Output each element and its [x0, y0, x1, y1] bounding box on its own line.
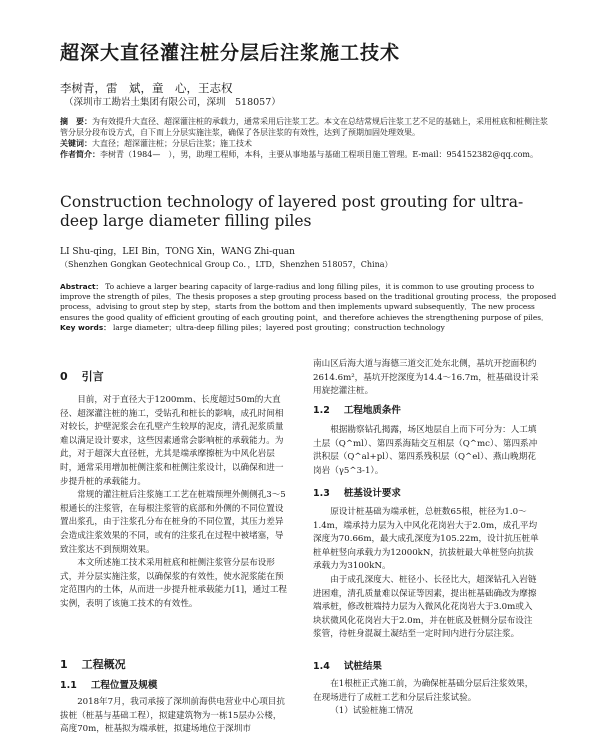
- keywords-cn: [60, 138, 555, 149]
- section-1-4-heading: [313, 660, 541, 675]
- section-1-1-paragraph: 2018年7月，我司承接了深圳前海供电营业中心项目抗拔桩（桩基与基础工程），拟建建筑物为一栋15层办公楼，高度70m，桩基拟为端承桩，拟建场地位于深圳市: [60, 697, 285, 735]
- paper-title-en: Construction technology of layered post grouting for ultra-deep large diameter filling piles: [60, 193, 524, 230]
- section-1-1-heading: [60, 679, 288, 694]
- section-1-3-heading: [313, 487, 541, 502]
- section-1-2-title: 工程地质条件: [343, 405, 401, 416]
- section-1-3-number: 1.3: [313, 488, 330, 499]
- section-1-number: 1: [60, 658, 68, 671]
- author-bio-text: 李树青（1984— ），男，助理工程师，本科，主要从事地基与基础工程项目施工管理。E-mail：954152382@qq.com。: [100, 150, 538, 159]
- intro-paragraph-2: 常规的灌注桩后注浆施工工艺在桩端预埋外侧侧孔3～5根通长的注浆管，在每根注浆管的底部和外侧的不同位置设置出浆孔，由于注浆孔分布在桩身的不同位置，其压力差异会造成注浆效果的不同，或有的注浆孔在过程中被堵塞，导致注浆达不到预期效果。: [60, 490, 286, 555]
- right-column-body-1: [313, 358, 541, 399]
- abstract-en-text: To achieve a larger bearing capacity of large-radius and long filling piles，it is common to use grouting process to improve the strength of piles．The thesis proposes a step grouting process based on the traditional grouting process．the proposed process，advising to grout step by step，starts from the bottom and then implements upward subsequently．The new process ensures the good quality of efficient grouting of each grouting point，and therefore achieves the strengthening purpose of piles．: [60, 282, 557, 322]
- abstract-cn-label: 摘 要：: [60, 117, 92, 126]
- section-1-1-body: [60, 696, 288, 737]
- author-bio-cn: [60, 149, 555, 160]
- test-subitem: （1）试验桩施工情况: [330, 706, 413, 717]
- section-1-heading: [60, 658, 288, 674]
- intro-paragraph-1: 目前，对于直径大于1200mm、长度超过50m的大直径、超深灌注桩的施工，受钻孔和桩长的影响，成孔时间相对较长，护壁泥浆会在孔壁产生较厚的泥皮，清孔泥浆质量难以满足设计要求，这些因素通常会影响桩的承载能力。为此，对于超深大直径桩，尤其是端承摩擦桩为中风化岩层时，通常采用增加桩侧注浆和桩侧注浆设计，以确保和进一步提升桩的承载能力。: [60, 395, 284, 487]
- abstract-en: [60, 282, 560, 323]
- affiliation-cn: （深圳市工勘岩土集团有限公司，深圳 518057）: [64, 97, 281, 108]
- section-1-1-title: 工程位置及规模: [90, 680, 158, 691]
- location-paragraph: 南山区后海大道与海德三道交汇处东北侧，基坑开挖面积约2614.6m²，基坑开挖深度为14.4～16.7m，桩基础设计采用旋挖灌注桩。: [313, 359, 539, 397]
- author-bio-label: 作者简介：: [60, 150, 100, 159]
- abstract-cn-text: 为有效提升大直径、超深灌注桩的承载力，通常采用后注浆工艺。本文在总结常规后注浆工艺不足的基础上，采用桩底和桩侧注浆管分层分段布设方式，自下而上分层实施注浆，确保了各层注浆的有效性，达到了预期加固处理效果。: [60, 117, 548, 137]
- section-1-4-body: [313, 678, 541, 719]
- affiliation-en: （Shenzhen Gongkan Geotechnical Group Co．，LTD，Shenzhen 518057，China）: [60, 260, 393, 269]
- abstract-block-en: [60, 282, 560, 333]
- test-paragraph: 在1根桩正式施工前，为确保桩基础分层后注浆效果，在现场进行了成桩工艺和分层后注浆试验。: [313, 679, 534, 703]
- section-1-3-body: [313, 506, 541, 642]
- geology-paragraph: 根据勘察钻孔揭露，场区地层自上而下可分为：人工填土层（Q^ml）、第四系海陆交互相层（Q^mc）、第四系冲洪积层（Q^al+pl）、第四系残积层（Q^el）、燕山晚期花岗岩（γ5^3-1）。: [313, 425, 538, 476]
- keywords-cn-label: 关键词：: [60, 139, 92, 148]
- intro-paragraph-3: 本文所述施工技术采用桩底和桩侧注浆管分层布设形式，并分层实施注浆，以确保浆的有效性，使水泥浆能在预定范围内的土体，从而进一步提升桩承载能力[1]，通过工程实例，表明了该施工技术的有效性。: [60, 558, 288, 609]
- section-1-1-number: 1.1: [60, 680, 77, 691]
- abstract-block-cn: [60, 116, 555, 160]
- section-1-2-heading: [313, 404, 541, 419]
- section-0-number: 0: [60, 370, 68, 383]
- section-1-title: 工程概况: [81, 658, 126, 671]
- section-1-2-body: [313, 424, 541, 478]
- section-1-3-title: 桩基设计要求: [343, 488, 401, 499]
- design-paragraph-2: 由于成孔深度大、桩径小、长径比大，超深钻孔入岩链进困难，清孔质量难以保证等因素，提出桩基础确改为摩擦端承桩，修改桩端持力层为入微风化花岗岩大于3.0m或入块状微风化花岗岩大于2.0m，并在桩底及桩侧分层布设注浆管，待桩身混凝土凝结至一定时间内进行分层注浆。: [313, 574, 537, 640]
- abstract-cn: [60, 116, 555, 138]
- design-paragraph-1: 原设计桩基础为端承桩，总桩数65根，桩径为1.0～1.4m，端承持力层为入中风化花岗岩大于2.0m，成孔平均深度为70.66m，最大成孔深度为105.22m，设计抗压桩单桩单桩竖向承载力为12000kN，抗拔桩最大单桩竖向抗拔承载力为3100kN。: [313, 507, 539, 572]
- authors-cn: 李树青，雷 斌，童 心，王志权: [60, 81, 233, 95]
- section-1-4-title: 试桩结果: [343, 661, 382, 672]
- section-0-title: 引言: [81, 370, 104, 383]
- keywords-en: [60, 323, 560, 333]
- abstract-en-label: Abstract：: [60, 282, 103, 291]
- keywords-en-text: large diameter；ultra-deep filling piles；layered post grouting；construction technology: [113, 322, 445, 332]
- paper-title-cn: 超深大直径灌注桩分层后注浆施工技术: [60, 42, 401, 64]
- section-0-heading: [60, 370, 288, 386]
- section-1-2-number: 1.2: [313, 405, 330, 416]
- authors-en: LI Shu-qing，LEI Bin，TONG Xin，WANG Zhi-quan: [60, 247, 295, 257]
- section-1-4-number: 1.4: [313, 661, 330, 672]
- intro-body: [60, 394, 288, 612]
- keywords-cn-text: 大直径；超深灌注桩；分层后注浆；施工技术: [92, 139, 252, 148]
- keywords-en-label: Key words：: [60, 322, 111, 332]
